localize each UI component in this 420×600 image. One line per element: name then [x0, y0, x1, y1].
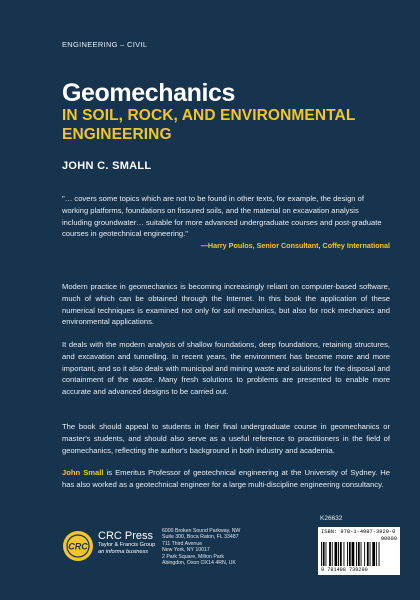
barcode-stripe	[323, 542, 325, 566]
barcode-stripe	[372, 542, 375, 566]
barcode-number: 9 781498 739290	[321, 567, 368, 573]
barcode-panel	[318, 527, 400, 575]
barcode-stripe	[332, 542, 333, 566]
address-line: New York, NY 10017	[162, 547, 210, 554]
author-bio	[62, 467, 390, 491]
publisher-address	[162, 528, 282, 566]
barcode-stripe	[335, 542, 338, 566]
description-paragraph-2: It deals with the modern analysis of shallow foundations, deep foundations, retaining structures, and excavation and tunnelling. In recent years, the environment has become more and more important, and so it also deals with municipal and mining waste and solutions for the disposal and containment of the waste. Many fresh solutions to problems are presented to enable more accurate and advanced designs to be carried out.	[62, 340, 390, 397]
address-line: 2 Park Square, Milton Park	[162, 553, 224, 560]
barcode-stripe	[370, 542, 371, 566]
barcode-stripe	[376, 542, 377, 566]
barcode-stripe	[358, 542, 360, 566]
barcode-stripe	[361, 542, 362, 566]
book-subtitle: IN SOIL, ROCK, AND ENVIRONMENTAL ENGINEERING	[62, 107, 356, 143]
barcode-stripe	[326, 542, 327, 566]
description-paragraph-1: Modern practice in geomechanics is becoming increasingly reliant on computer-based software, much of which can be obtained through the Internet. In this book the application of these numerical techniques is examined not only for soil mechanics, but also for rock mechanics and environmental applications.	[62, 282, 390, 327]
barcode-stripe	[367, 542, 369, 566]
category-label: ENGINEERING – CIVIL	[62, 40, 148, 49]
publisher-group: Taylor & Francis Group	[98, 542, 156, 548]
book-title: Geomechanics	[62, 79, 236, 107]
author-bio-name: John Small	[62, 468, 104, 477]
barcode-stripe	[352, 542, 355, 566]
publisher-name-block	[98, 530, 155, 556]
isbn-text: ISBN: 978-1-4987-3929-0	[321, 529, 396, 535]
description-paragraph-3: The book should appeal to students in their final undergraduate course in geomechanics or master's students, and should also serve as a useful reference to practitioners in the field of geomechanics, reflecting the author's background in both industry and academia.	[62, 422, 390, 455]
publisher-code: K26632	[320, 515, 343, 522]
address-line: 6000 Broken Sound Parkway, NW	[162, 528, 241, 534]
publisher-tagline: an informa business	[98, 549, 149, 555]
logo-letters: CRC	[68, 541, 88, 552]
barcode-stripe	[340, 542, 342, 566]
barcode-stripe	[321, 542, 322, 566]
author-line: JOHN C. SMALL	[62, 160, 152, 172]
address-line: Abingdon, Oxon OX14 4RN, UK	[162, 560, 236, 567]
barcode-stripe	[379, 542, 380, 566]
crc-press-logo-icon	[62, 530, 94, 562]
barcode-stripe	[349, 542, 351, 566]
address-line: 711 Third Avenue	[162, 540, 203, 547]
review-quote: "… covers some topics which are not to be found in other texts, for example, the design of working platforms, foundations on fissured soils, and the material on excavation analysis including groundwater… suitable for more advanced undergraduate courses and post-graduate courses in geotechnical engineering."	[62, 194, 382, 239]
barcode-stripe	[364, 542, 365, 566]
publisher-name: CRC Press	[98, 530, 154, 542]
barcode-stripe	[329, 542, 331, 566]
barcode-stripe	[356, 542, 357, 566]
author-bio-text: is Emeritus Professor of geotechnical engineering at the University of Sydney. He has also worked as a geotechnical engineer for a large multi-discipline engineering consultancy.	[62, 468, 390, 489]
address-line: Suite 300, Boca Raton, FL 33487	[162, 534, 239, 541]
price-code: 90000	[380, 536, 397, 542]
quote-attribution: —Harry Poulos, Senior Consultant, Coffey International	[200, 241, 390, 250]
barcode-stripe	[344, 542, 345, 566]
barcode-stripe	[347, 542, 348, 566]
barcode-stripe	[338, 542, 339, 566]
barcode-bars-icon	[321, 542, 397, 566]
